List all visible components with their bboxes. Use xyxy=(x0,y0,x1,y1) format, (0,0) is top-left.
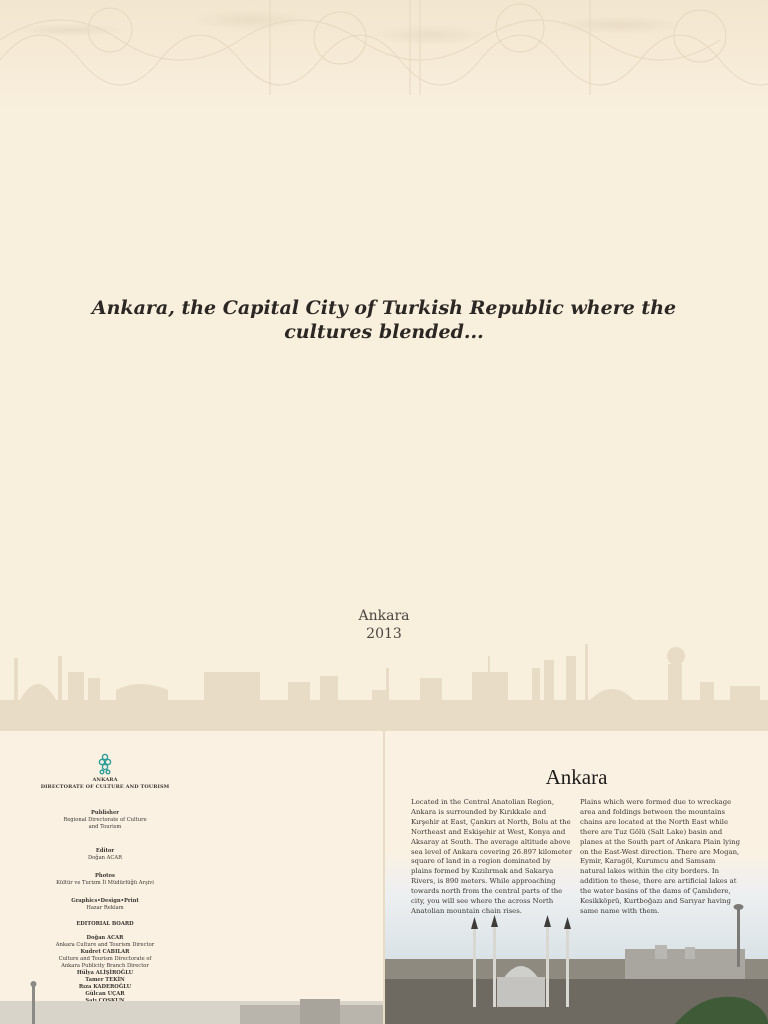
board-member-name: Tamer TEKİN xyxy=(85,977,125,983)
board-member-name: Gülcan UÇAR xyxy=(85,991,125,997)
editor-label: Editor xyxy=(95,848,115,854)
article-title: Ankara xyxy=(545,765,608,789)
org-name: ANKARA xyxy=(92,777,118,783)
credits-page xyxy=(0,731,383,1024)
board-member-name: Hülya ALİŞİROĞLU xyxy=(76,970,134,976)
org-subtitle: DIRECTORATE OF CULTURE AND TOURISM xyxy=(40,784,170,790)
cover-year: 2013 xyxy=(366,626,402,642)
publisher-label: Publisher xyxy=(91,810,119,816)
graphics-value: Hazar Reklam xyxy=(86,905,124,911)
board-member-name: Doğan ACAR xyxy=(86,935,124,941)
cityscape-photo-strip xyxy=(0,981,383,1024)
credits-column xyxy=(0,731,210,1012)
board-member-role: Culture and Tourism Directorate of Ankara Publicity Branch Director xyxy=(58,956,152,969)
article-column-left: Located in the Central Anatolian Region, Ankara is surrounded by Kırıkkale and Kırşehir at East, Çankırı at North, Bolu at the Northeast and Eskişehir at West, Konya and Aksaray at South. The average altitude above sea level of Ankara covering 26.897 kilometer square of land in a region dominated by plains formed by Kızılırmak and Sakarya Rivers, is 890 meters. While approaching towards north from the central parts of the city, you will see where the across North Anatolian mountain chain rises. xyxy=(411,798,573,915)
publisher-line: and Tourism xyxy=(88,824,122,830)
board-member-name: Kudret CABILAR xyxy=(80,949,130,955)
editor-name: Doğan ACAR xyxy=(87,855,123,861)
photos-label: Photos xyxy=(95,873,115,879)
cover-headline: Ankara, the Capital City of Turkish Republic where the cultures blended... xyxy=(91,297,677,343)
publisher-line: Regional Directorate of Culture xyxy=(63,817,147,823)
photos-value: Kültür ve Turizm İl Müdürlüğü Arşivi xyxy=(56,880,154,886)
editorial-board-heading: EDITORIAL BOARD xyxy=(76,921,134,927)
cover-city: Ankara xyxy=(358,608,410,624)
article-column-right: Plains which were formed due to wreckage area and foldings between the mountains chains are located at the North East while there are Tuz Gölü (Salt Lake) basin and planes at the South part of Ankara Plain lying on the East-West direction. There are Mogan, Eymir, Karagöl, Kurumcu and Samsam natural lakes within the city borders. In addition to these, there are artificial lakes at the water basins of the dams of Çamlıdere, Kesikköprü, Kurtboğazı and Sarıyar having same name with them. xyxy=(580,798,741,915)
board-member-name: Rıza KADEROĞLU xyxy=(78,984,132,990)
article-page xyxy=(385,731,768,1024)
skyline-silhouette xyxy=(0,638,768,731)
mosque-cityscape-photo xyxy=(385,899,768,1024)
board-member-role: Ankara Culture and Tourism Director xyxy=(55,942,155,948)
graphics-label: Graphics•Design•Print xyxy=(71,898,139,904)
ornament-icon xyxy=(0,0,768,110)
ornamental-header-pattern xyxy=(0,0,768,110)
directorate-logo-icon xyxy=(98,753,112,775)
